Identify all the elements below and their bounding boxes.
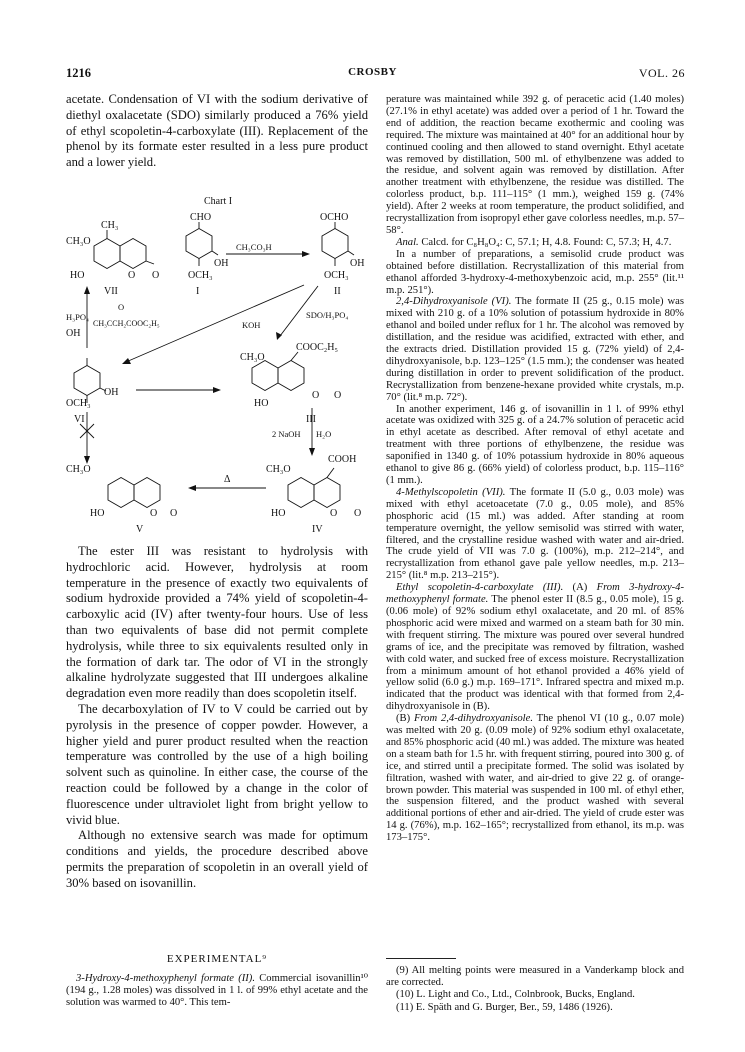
label-ho-vii: HO bbox=[70, 270, 85, 281]
paragraph-iii-b bbox=[386, 713, 684, 844]
intro-paragraph: acetate. Condensation of VI with the sodium derivative of diethyl oxalacetate (SDO) similarly produced a 76% yield of ethyl scopoletin-4-carboxylate (III). Replacement of the phenol by its formate ester resulted in a less pure product and a lower yield. bbox=[66, 92, 368, 170]
label-cho: CHO bbox=[190, 212, 212, 223]
label-ch3o-v: CH₃O bbox=[66, 464, 91, 475]
label-o-iv: O bbox=[330, 508, 338, 519]
running-author: CROSBY bbox=[348, 66, 397, 78]
label-oh-i: OH bbox=[214, 258, 229, 269]
right-column bbox=[386, 94, 684, 844]
label-o2-iii: O bbox=[334, 390, 342, 401]
paragraph-another-experiment: In another experiment, 146 g. of isovanillin in 1 l. of 99% ethyl acetate was oxidized with 325 g. of a 24.7% solution of peracetic acid in ethyl acetate as described. After removal of ethyl acetate and treatment with three portions of ethylbenzene, the residue was saponified in 1340 g. of 10% potassium hydroxide in 80% aqueous ethanol to give 86 g. (66% yield) of colorless product, b.p. 115–116° (1 mm.). bbox=[386, 403, 684, 486]
chart-title: Chart I bbox=[204, 196, 233, 207]
label-naoh: 2 NaOH bbox=[272, 429, 301, 439]
paragraph-vi bbox=[386, 296, 684, 403]
label-o2-iv: O bbox=[354, 508, 362, 519]
experimental-ii-title: 3-Hydroxy-4-methoxyphenyl formate (II). bbox=[76, 973, 255, 984]
vi-title: 2,4-Dihydroxyanisole (VI). bbox=[396, 296, 512, 308]
label-och3-ii: OCH₃ bbox=[324, 270, 349, 281]
left-body bbox=[66, 544, 368, 892]
label-o-iii: O bbox=[312, 390, 320, 401]
label-och3-vi: OCH₃ bbox=[66, 398, 91, 409]
label-peracetic: CH₃CO₃H bbox=[236, 242, 272, 252]
label-iii: III bbox=[306, 414, 316, 425]
chart-i-scheme bbox=[66, 190, 370, 535]
iii-b-text: The phenol VI (10 g., 0.07 mole) was melted with 20 g. (0.09 mole) of 92% sodium ethyl oxalacetate, and 85% phosphoric acid (40 ml.) was added. The mixture was heated on a steam bath for 1.5 hr. with frequent stirring, poured into 300 g. of ice, and stirred until a precipitate formed. The solid was isolated by filtration, washed with water, and air-dried to give 22 g. of orange-brown powder. This material was suspended in 100 ml. of ethyl ether, the suspension filtered, and the product washed with several additional portions of ether and air-dried. The yield of crude ester was 14 g. (76%), m.p. 162–165°; recrystallized from ethanol, its m.p. was 173–175°. bbox=[386, 713, 684, 844]
label-v: V bbox=[136, 524, 144, 535]
label-i: I bbox=[196, 286, 200, 297]
label-koh: KOH bbox=[242, 320, 261, 330]
page-number: 1216 bbox=[66, 66, 91, 80]
paragraph-ii-continued: perature was maintained while 392 g. of peracetic acid (1.40 moles) (27.1% in ethyl acetate) was added over a period of 1 hr. Toward the end of addition, the reaction became exothermic and cooling was required. The mixture was maintained at 40° for an additional hour by continued cooling and then allowed to stand overnight. Ethyl acetate was removed by distillation, 500 ml. of ethylbenzene was added to the residue, and solvent again was removed by distillation. After another treatment with ethylbenzene, the residue was distilled. The colorless product, b.p. 111–115° (1 mm.), weighed 159 g. (74% yield). After 2 weeks at room temperature, the product solidified, and recrystallization from isopropyl ether gave colorless needles, m.p. 57–58°. bbox=[386, 94, 685, 236]
label-o-vii: O bbox=[128, 270, 136, 281]
label-ocho: OCHO bbox=[320, 212, 349, 223]
iii-a-text: The phenol ester II (8.5 g., 0.05 mole), 15 g. (0.06 mole) of 92% sodium ethyl oxalacetate, and 20 ml. of 85% phosphoric acid were mixed and warmed on a steam bath for 30 min. with frequent stirring. The mixture was poured over several hundred grams of ice, and the precipitate was removed by filtration, washed with cold water, and sucked free of excess moisture. Recrystallization from a minimum amount of hot ethanol provided a 46% yield of yellow solid (6.0 g.) m.p. 169–171°. Infrared spectra and mixed m.p. indicated that the product was identical with that formed from 2,4-dihydroxyanisole in (B). bbox=[386, 594, 684, 713]
paragraph-analysis bbox=[386, 237, 684, 249]
label-och3-i: OCH₃ bbox=[188, 270, 213, 281]
paragraph-conclusion: Although no extensive search was made for optimum conditions and yields, the procedure described above permits the preparation of scopoletin in an overall yield of 30% based on isovanillin. bbox=[66, 828, 368, 890]
experimental-ii-paragraph bbox=[66, 973, 368, 1009]
analysis-text: Calcd. for C₈H₈O₄: C, 57.1; H, 4.8. Found: C, 57.3; H, 4.7. bbox=[418, 236, 672, 248]
paragraph-hydrolysis: The ester III was resistant to hydrolysis with hydrochloric acid. However, hydrolysis at room temperature in the presence of exactly two equivalents of sodium hydroxide provided a 74% yield of scopoletin-4-carboxylic acid (IV) after twenty-four hours. Use of less than two equivalents of base did not permit complete hydrolysis, while three to six equivalents resulted only in the formation of dark tar. The odor of VI in the strongly alkaline hydrolyzate suggested that III undergoes alkaline degradation even more readily than does scopoletin itself. bbox=[66, 544, 368, 701]
label-o-ketone: O bbox=[118, 302, 125, 312]
label-ch3o-vii: CH₃O bbox=[66, 236, 91, 247]
scheme-arrowheads bbox=[84, 251, 315, 491]
vii-text: The formate II (5.0 g., 0.03 mole) was mixed with ethyl acetoacetate (7.0 g., 0.05 mole), and 85% phosphoric acid (15 ml.) was added. After standing at room temperature overnight, the yellow semisolid was stirred with water, filtered, and the crystalline residue washed with water and air-dried. The crude yield of VII was 7.0 g. (100%), m.p. 212–214°, and recrystallization from ethanol gave pale yellow needles, m.p. 213–215° (lit.⁸ m.p. 213–215°). bbox=[386, 486, 684, 582]
label-ch3o-iii: CH₃O bbox=[240, 352, 265, 363]
analysis-title: Anal. bbox=[396, 236, 419, 248]
experimental-section bbox=[66, 953, 368, 1009]
label-h2o: H₂O bbox=[316, 429, 332, 439]
label-oh-vi: OH bbox=[66, 328, 81, 339]
scheme-labels bbox=[66, 196, 364, 535]
label-acetoacetate: CH₃CCH₂COOC₂H₅ bbox=[93, 319, 160, 328]
label-ch3o-iv: CH₃O bbox=[266, 464, 291, 475]
footnote-9: (9) All melting points were measured in a Vanderkamp block and are corrected. bbox=[386, 965, 684, 989]
iii-b-subtitle: From 2,4-dihydroxyanisole. bbox=[413, 713, 533, 725]
footnote-10: (10) L. Light and Co., Ltd., Colnbrook, Bucks, England. bbox=[396, 989, 635, 1001]
footnote-11: (11) E. Späth and G. Burger, Ber., 59, 1486 (1926). bbox=[396, 1001, 613, 1013]
iii-a-subtitle: From 3-hydroxy-4-methoxyphenyl formate. bbox=[386, 582, 684, 606]
experimental-ii-text: Commercial isovanillin¹⁰ (194 g., 1.28 moles) was dissolved in 1 l. of 99% ethyl acetate and the solution was warmed to 40°. This tem- bbox=[66, 973, 368, 1008]
label-iv: IV bbox=[312, 524, 323, 535]
paragraph-iii-a bbox=[386, 582, 684, 713]
iii-a-label: (A) bbox=[563, 582, 597, 594]
label-ho-v: HO bbox=[90, 508, 105, 519]
label-o2-vii: O bbox=[152, 270, 160, 281]
label-oh-ii: OH bbox=[350, 258, 365, 269]
iii-b-label: (B) bbox=[396, 713, 414, 725]
footnotes bbox=[386, 958, 684, 1014]
label-ho-iii: HO bbox=[254, 398, 269, 409]
experimental-heading: EXPERIMENTAL⁹ bbox=[166, 953, 268, 965]
label-o2-v: O bbox=[170, 508, 178, 519]
label-ch3-top: CH₃ bbox=[101, 220, 119, 231]
paragraph-semisolid: In a number of preparations, a semisolid crude product was obtained before distillation. Recrystallization of this material from ethanol afforded 3-hydroxy-4-methoxybenzoic acid, m.p. 255° (lit.¹¹ m.p. 251°). bbox=[386, 248, 684, 296]
volume-label: VOL. 26 bbox=[638, 66, 685, 80]
vii-title: 4-Methylscopoletin (VII). bbox=[396, 486, 506, 498]
label-delta: Δ bbox=[224, 474, 231, 485]
label-vi: VI bbox=[74, 414, 85, 425]
paragraph-vii bbox=[386, 487, 684, 582]
vi-text: The formate II (25 g., 0.15 mole) was mixed with 210 g. of a 10% solution of potassium hydroxide in 80% ethanol and boiled under reflux for 1 hr. The alcohol was removed by distillation, and the residue was acidified, extracted with ether, and the extracts dried. Distillation provided 15 g. (72% yield) of 2,4-dihydroxyanisole, b.p. 123–125° (1.5 mm.); the condenser was heated during distillation in order to prevent solidification of the product. Recrystallization from benzene-hexane provided white crystals, m.p. 70° (lit.⁸ m.p. 72°). bbox=[386, 296, 685, 403]
label-cooh: COOH bbox=[328, 454, 357, 465]
label-oh2-vi: OH bbox=[104, 387, 119, 398]
label-o-v: O bbox=[150, 508, 158, 519]
label-ii: II bbox=[334, 286, 341, 297]
label-ho-iv: HO bbox=[271, 508, 286, 519]
label-sdo: SDO/H₃PO₄ bbox=[306, 310, 349, 320]
iii-title: Ethyl scopoletin-4-carboxylate (III). bbox=[396, 582, 564, 594]
label-cooc2h5: COOC₂H₅ bbox=[296, 342, 338, 353]
label-vii: VII bbox=[104, 286, 118, 297]
left-intro bbox=[66, 92, 368, 171]
label-h3po4: H₃PO₄ bbox=[66, 312, 89, 322]
paragraph-decarboxylation: The decarboxylation of IV to V could be carried out by pyrolysis in the presence of copper powder. However, a higher yield and purer product resulted when the reaction temperature was controlled by the use of a high boiling solvent such as quinoline. In either case, the course of the reaction could be followed by a change in the color of fluorescence under ultraviolet light from bright yellow to vivid blue. bbox=[66, 701, 368, 827]
